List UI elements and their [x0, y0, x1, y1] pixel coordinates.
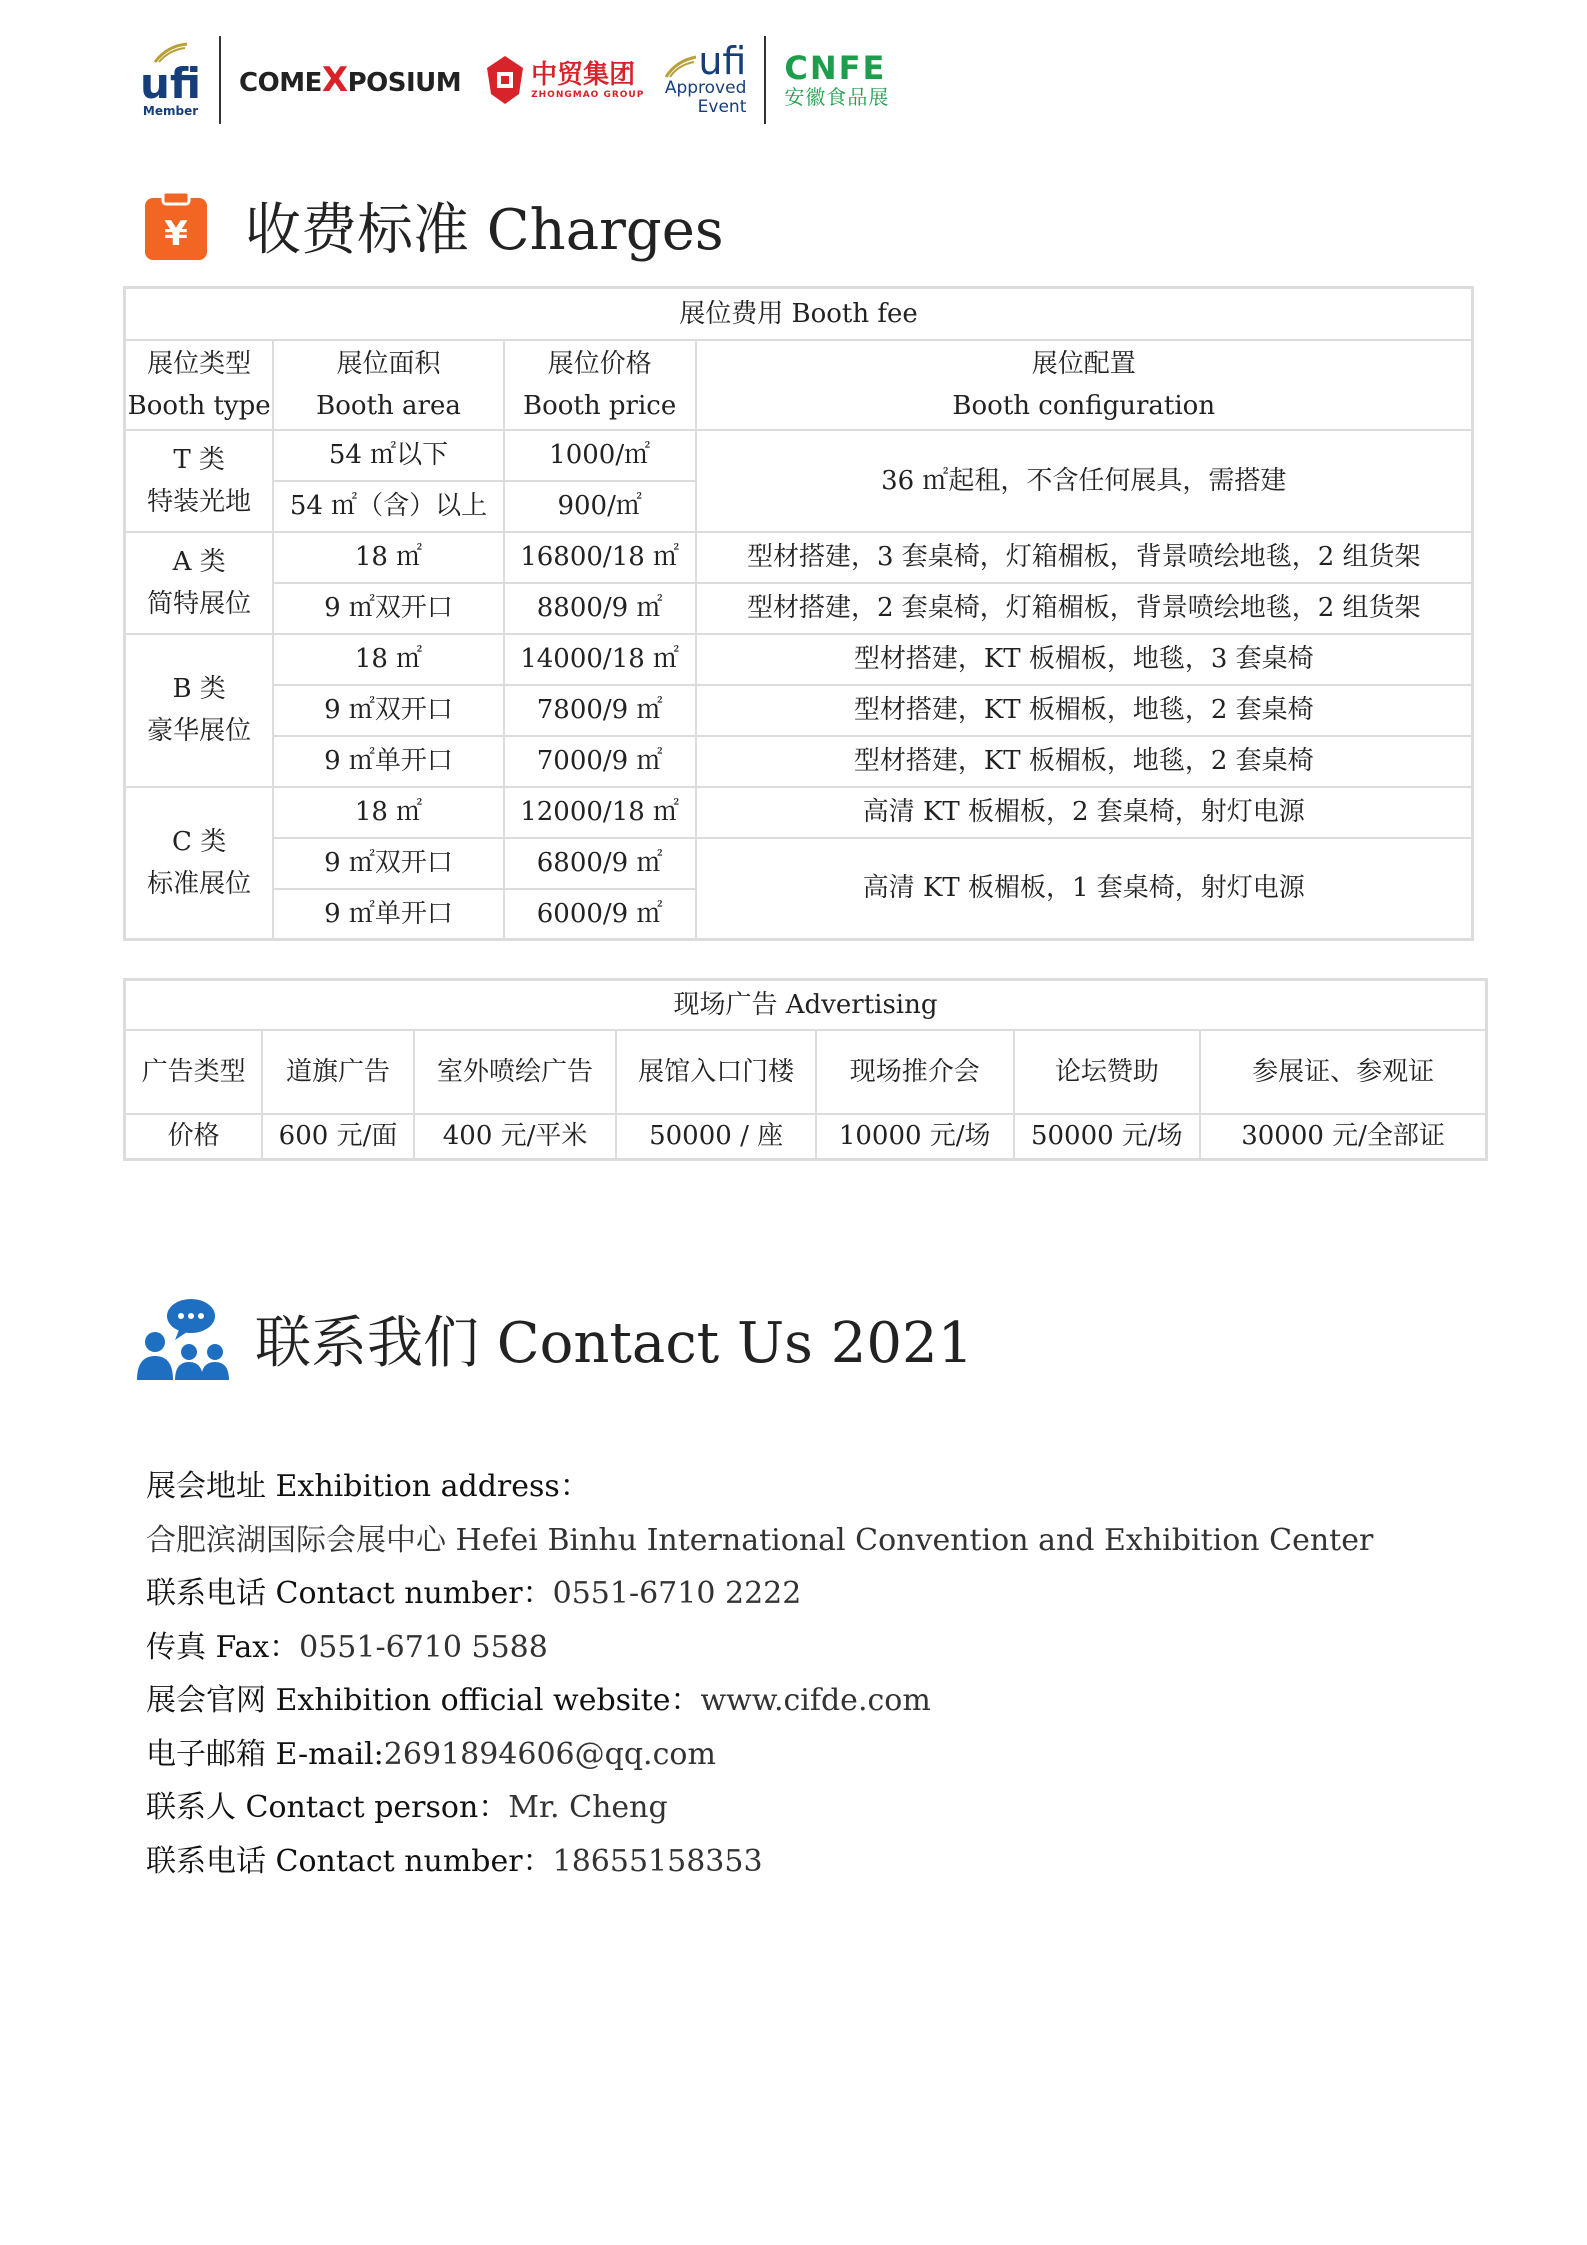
booth-price-cell: 16800/18 ㎡ — [504, 532, 696, 583]
website-link[interactable]: www.cifde.com — [700, 1683, 931, 1718]
booth-fee-table — [123, 286, 1474, 941]
type-name: 简特展位 — [147, 588, 252, 619]
zhongmao-en: ZHONGMAO GROUP — [531, 90, 645, 100]
ad-type-label-text: 广告类型 — [141, 1056, 246, 1087]
header-booth-area — [273, 340, 503, 430]
cnfe-sub: 安徽食品展 — [784, 85, 890, 109]
booth-type-a — [125, 532, 274, 634]
booth-price-cell: 8800/9 ㎡ — [504, 583, 696, 634]
contact-line-fax — [146, 1621, 1373, 1675]
header-en: Booth configuration — [952, 390, 1216, 421]
booth-area-cell: 54 ㎡以下 — [273, 430, 503, 481]
contact-label: 联系电话 Contact number： — [146, 1576, 553, 1611]
ad-name-cell: 论坛赞助 — [1014, 1030, 1201, 1114]
contact-heading — [133, 1296, 973, 1382]
ufi-approved-word: ufi — [698, 39, 747, 83]
ad-price-cell: 10000 元/场 — [816, 1114, 1014, 1160]
header-cn: 展位面积 — [336, 348, 441, 379]
header-en: Booth price — [523, 390, 677, 421]
contact-line-person — [146, 1781, 1373, 1835]
booth-area-cell: 18 ㎡ — [273, 634, 503, 685]
header-cn: 展位类型 — [147, 348, 252, 379]
contact-label: 传真 Fax： — [146, 1629, 300, 1665]
type-name: 豪华展位 — [147, 716, 252, 746]
contact-value: 0551-6710 5588 — [299, 1629, 548, 1665]
type-code: T 类 — [173, 444, 225, 475]
contact-label: 电子邮箱 E-mail: — [146, 1736, 384, 1772]
advertising-title: 现场广告 Advertising — [125, 980, 1487, 1030]
email-link[interactable]: 2691894606@qq.com — [383, 1736, 716, 1772]
booth-config-cell: 型材搭建，KT 板楣板，地毯，3 套桌椅 — [696, 634, 1473, 685]
header-booth-type — [125, 340, 274, 430]
booth-area-cell: 18 ㎡ — [273, 532, 503, 583]
booth-price-cell: 6000/9 ㎡ — [504, 889, 696, 940]
header-cn: 展位配置 — [1031, 348, 1136, 379]
ufi-approved-line1: Approved — [664, 78, 747, 98]
ad-name-cell: 现场推介会 — [816, 1030, 1014, 1114]
zhongmao-emblem-icon — [483, 54, 527, 106]
ufi-member-logo — [140, 42, 201, 118]
ad-name-cell: 参展证、参观证 — [1200, 1030, 1486, 1114]
booth-price-cell: 1000/㎡ — [504, 430, 696, 481]
ufi-word: ufi — [140, 59, 202, 108]
type-code: C 类 — [172, 826, 227, 857]
contact-line-website — [146, 1674, 1373, 1728]
contact-info — [146, 1460, 1373, 1888]
type-code: B 类 — [172, 674, 226, 704]
booth-area-cell: 9 ㎡双开口 — [273, 583, 503, 634]
booth-price-cell: 7800/9 ㎡ — [504, 685, 696, 736]
booth-area-cell: 18 ㎡ — [273, 787, 503, 838]
booth-config-cell: 高清 KT 板楣板，1 套桌椅，射灯电源 — [696, 838, 1473, 940]
comex-pre: COME — [239, 68, 322, 98]
contact-line-phone-2 — [146, 1835, 1373, 1889]
comexposium-logo — [239, 60, 461, 100]
type-name: 特装光地 — [147, 486, 252, 517]
booth-type-t — [125, 430, 274, 532]
booth-fee-title: 展位费用 Booth fee — [125, 288, 1473, 340]
contact-line-phone — [146, 1567, 1373, 1621]
booth-area-cell: 9 ㎡单开口 — [273, 736, 503, 787]
charges-title: 收费标准 Charges — [245, 198, 724, 263]
ufi-member-label: Member — [142, 104, 199, 118]
booth-config-cell: 型材搭建，KT 板楣板，地毯，2 套桌椅 — [696, 736, 1473, 787]
type-code: A 类 — [172, 546, 226, 577]
booth-area-cell: 9 ㎡双开口 — [273, 838, 503, 889]
type-name: 标准展位 — [147, 868, 252, 899]
ad-price-cell: 50000 / 座 — [616, 1114, 816, 1160]
header-booth-config — [696, 340, 1473, 430]
zhongmao-logo — [483, 54, 644, 106]
ad-price-cell: 30000 元/全部证 — [1200, 1114, 1486, 1160]
booth-price-cell: 14000/18 ㎡ — [504, 634, 696, 685]
ufi-approved-swoosh-icon — [664, 55, 698, 79]
logo-divider — [219, 36, 221, 124]
contact-title: 联系我们 Contact Us 2021 — [255, 1311, 974, 1376]
booth-type-c — [125, 787, 274, 940]
ad-name-cell: 展馆入口门楼 — [616, 1030, 816, 1114]
booth-area-cell: 9 ㎡单开口 — [273, 889, 503, 940]
zhongmao-cn: 中贸集团 — [531, 60, 636, 90]
booth-type-b — [125, 634, 274, 787]
booth-price-cell: 6800/9 ㎡ — [504, 838, 696, 889]
contact-value: Mr. Cheng — [508, 1790, 668, 1825]
contact-label: 联系电话 Contact number： — [146, 1843, 553, 1879]
contact-value: 18655158353 — [552, 1843, 763, 1879]
header-en: Booth type — [127, 390, 271, 421]
ad-name-cell: 室外喷绘广告 — [414, 1030, 616, 1114]
comex-x: X — [321, 60, 348, 100]
comex-post: POSIUM — [347, 68, 462, 98]
people-chat-icon — [133, 1296, 231, 1382]
ufi-approved-line2: Event — [697, 97, 747, 117]
contact-line-email — [146, 1728, 1373, 1782]
logo-divider — [764, 36, 766, 124]
booth-config-cell: 型材搭建，KT 板楣板，地毯，2 套桌椅 — [696, 685, 1473, 736]
ad-name-cell: 道旗广告 — [262, 1030, 414, 1114]
booth-config-cell: 型材搭建，3 套桌椅，灯箱楣板，背景喷绘地毯，2 组货架 — [696, 532, 1473, 583]
ad-price-cell: 600 元/面 — [262, 1114, 414, 1160]
advertising-table — [123, 978, 1488, 1161]
ad-price-label: 价格 — [125, 1114, 263, 1160]
booth-price-cell: 12000/18 ㎡ — [504, 787, 696, 838]
contact-label: 展会官网 Exhibition official website： — [146, 1683, 701, 1718]
contact-line-address — [146, 1514, 1373, 1568]
ad-price-cell: 50000 元/场 — [1014, 1114, 1201, 1160]
contact-label: 联系人 Contact person： — [146, 1790, 509, 1825]
svg-text:¥: ¥ — [164, 214, 188, 254]
booth-area-cell: 54 ㎡（含）以上 — [273, 481, 503, 532]
contact-value: 0551-6710 2222 — [552, 1576, 802, 1611]
ufi-approved-logo — [664, 39, 747, 117]
booth-price-cell: 900/㎡ — [504, 481, 696, 532]
header-cn: 展位价格 — [547, 348, 652, 379]
charges-heading — [143, 186, 724, 266]
booth-config-cell: 36 ㎡起租，不含任何展具，需搭建 — [696, 430, 1473, 532]
cnfe-word: CNFE — [784, 49, 887, 87]
cnfe-logo — [784, 51, 889, 109]
contact-label: 展会地址 Exhibition address： — [146, 1469, 590, 1504]
contact-line-address-label — [146, 1460, 1373, 1514]
ad-price-cell: 400 元/平米 — [414, 1114, 616, 1160]
logo-bar — [140, 32, 889, 128]
booth-price-cell: 7000/9 ㎡ — [504, 736, 696, 787]
contact-value: 合肥滨湖国际会展中心 Hefei Binhu International Convention and Exhibition Center — [146, 1522, 1374, 1558]
ad-type-label — [125, 1030, 263, 1114]
booth-area-cell: 9 ㎡双开口 — [273, 685, 503, 736]
yen-clipboard-icon — [143, 190, 209, 262]
header-en: Booth area — [316, 390, 461, 421]
booth-config-cell: 高清 KT 板楣板，2 套桌椅，射灯电源 — [696, 787, 1473, 838]
booth-config-cell: 型材搭建，2 套桌椅，灯箱楣板，背景喷绘地毯，2 组货架 — [696, 583, 1473, 634]
header-booth-price — [504, 340, 696, 430]
